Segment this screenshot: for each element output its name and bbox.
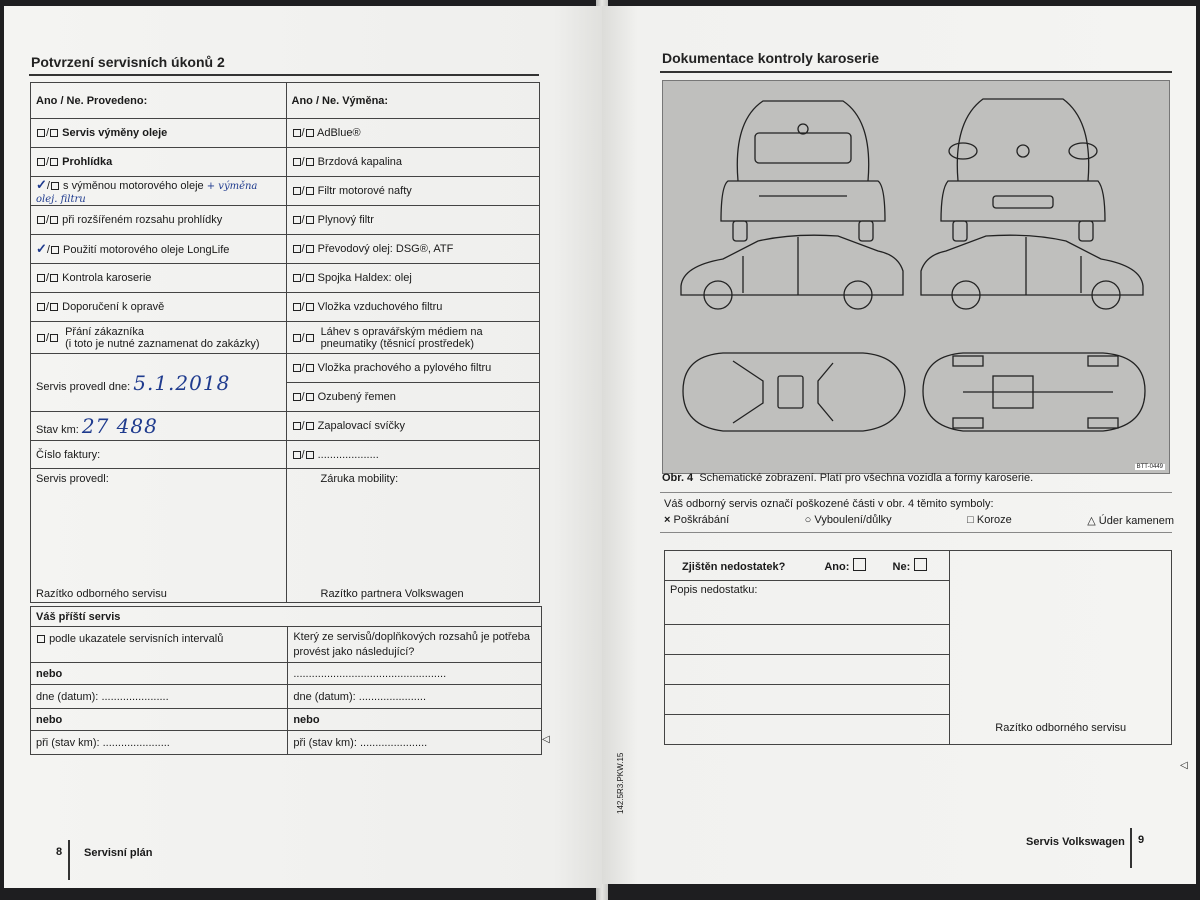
- checkbox-no[interactable]: [50, 216, 58, 224]
- checkbox-yes[interactable]: [293, 245, 301, 253]
- mileage-cell[interactable]: Stav km: 27 488: [31, 412, 287, 441]
- defect-line[interactable]: [665, 655, 950, 685]
- page-turn-icon: ◁: [1180, 760, 1188, 771]
- handwritten-note: + výměna olej. filtru: [36, 181, 258, 205]
- checkbox-yes[interactable]: [37, 334, 45, 342]
- stamp-cell[interactable]: Razítko odborného servisu: [950, 551, 1172, 745]
- checkbox[interactable]: [37, 635, 45, 643]
- car-top-view: [683, 353, 905, 431]
- row-haldex[interactable]: / Spojka Haldex: olej: [286, 264, 540, 293]
- right-page: [602, 6, 1196, 884]
- row-oil-service[interactable]: / Servis výměny oleje: [31, 119, 287, 148]
- checkbox-yes[interactable]: [37, 274, 45, 282]
- row-extended-inspection[interactable]: / při rozšířeném rozsahu prohlídky: [31, 206, 287, 235]
- row-timing-belt[interactable]: / Ozubený řemen: [286, 383, 540, 412]
- title-rule: [660, 71, 1172, 73]
- row-body-check[interactable]: / Kontrola karoserie: [31, 264, 287, 293]
- legend-scratch: × Poškrábání: [664, 514, 730, 526]
- invoice-cell[interactable]: Číslo faktury:: [31, 441, 287, 469]
- row-customer-wish[interactable]: / Přání zákazníka (i toto je nutné zaznamenat do zakázky): [31, 322, 287, 354]
- defect-line[interactable]: [665, 685, 950, 715]
- checkbox-yes[interactable]: [293, 393, 301, 401]
- footer-title: Servisní plán: [84, 847, 153, 859]
- symbols-intro: Váš odborný servis označí poškozené části v obr. 4 těmito symboly:: [664, 498, 994, 510]
- defect-yes-checkbox[interactable]: [853, 558, 866, 571]
- page-number: 9: [1138, 834, 1145, 846]
- footer-divider: [68, 840, 70, 880]
- checkbox-no[interactable]: [50, 334, 58, 342]
- question-dots[interactable]: ..................................................: [288, 663, 542, 685]
- row-adblue[interactable]: / AdBlue®: [286, 119, 540, 148]
- checkbox-no[interactable]: [306, 245, 314, 253]
- checkbox-no[interactable]: [306, 422, 314, 430]
- checkbox-yes[interactable]: [37, 158, 45, 166]
- partner-stamp-label: Razítko partnera Volkswagen: [320, 588, 464, 600]
- dent-icon: ○: [804, 514, 812, 526]
- next-service-table: [30, 606, 542, 755]
- checkbox-no[interactable]: [306, 187, 314, 195]
- checkbox-no[interactable]: [306, 334, 314, 342]
- checkbox-yes[interactable]: [293, 129, 301, 137]
- car-schematic-svg: [663, 81, 1169, 473]
- row-repair-recommendation[interactable]: / Doporučení k opravě: [31, 293, 287, 322]
- next-question-cell: Který ze servisů/doplňkových rozsahů je potřeba provést jako následující?: [288, 627, 542, 663]
- figure-code: BTT-0449: [1136, 464, 1163, 470]
- row-brake-fluid[interactable]: / Brzdová kapalina: [286, 148, 540, 177]
- or-label: nebo: [31, 709, 288, 731]
- checkbox-no[interactable]: [306, 393, 314, 401]
- title-rule: [29, 74, 539, 76]
- page-number: 8: [56, 846, 63, 858]
- car-front-view: [941, 99, 1105, 241]
- row-longlife-oil[interactable]: ✓/ Použití motorového oleje LongLife: [31, 235, 287, 264]
- symbol-legend: [664, 514, 1174, 527]
- checkbox-yes[interactable]: [293, 187, 301, 195]
- page-title: Dokumentace kontroly karoserie: [662, 50, 880, 66]
- checkbox-no[interactable]: [306, 158, 314, 166]
- checkbox-no[interactable]: [50, 274, 58, 282]
- dealer-stamp-label: Razítko odborného servisu: [36, 588, 167, 600]
- row-inspection[interactable]: / Prohlídka: [31, 148, 287, 177]
- checkbox-yes[interactable]: [293, 158, 301, 166]
- checkbox-yes[interactable]: [37, 303, 45, 311]
- checkbox-no[interactable]: [306, 274, 314, 282]
- handwritten-mileage: 27 488: [81, 414, 158, 438]
- checkbox-no[interactable]: [50, 303, 58, 311]
- defect-line[interactable]: [665, 625, 950, 655]
- row-air-filter[interactable]: / Vložka vzduchového filtru: [286, 293, 540, 322]
- car-right-side-view: [921, 235, 1143, 309]
- scratch-icon: ×: [664, 514, 671, 526]
- checkbox-no[interactable]: [306, 451, 314, 459]
- checkbox-yes[interactable]: [37, 129, 45, 137]
- legend-rule: [660, 532, 1172, 533]
- checkbox-yes[interactable]: [293, 422, 301, 430]
- next-service-title: Váš příští servis: [31, 607, 542, 627]
- row-other[interactable]: / ....................: [286, 441, 540, 469]
- header-replace: Ano / Ne. Výměna:: [286, 83, 540, 119]
- corrosion-icon: □: [967, 514, 974, 526]
- legend-stone-chip: △ Úder kamenem: [1087, 515, 1174, 527]
- stone-chip-icon: △: [1087, 515, 1096, 527]
- defect-line[interactable]: [665, 715, 950, 745]
- car-underbody-view: [923, 353, 1145, 431]
- row-gear-oil[interactable]: / Převodový olej: DSG®, ATF: [286, 235, 540, 264]
- defect-question-cell: Zjištěn nedostatek? Ano: Ne:: [665, 551, 950, 581]
- or-label: nebo: [31, 663, 288, 685]
- car-left-side-view: [681, 235, 903, 309]
- row-cabin-filter[interactable]: / Vložka prachového a pylového filtru: [286, 354, 540, 383]
- next-date-cell[interactable]: dne (datum): ......................: [31, 685, 288, 709]
- mobility-cell[interactable]: Záruka mobility: Razítko partnera Volkswagen: [286, 469, 540, 603]
- footer-title: Servis Volkswagen: [1026, 836, 1125, 848]
- checkbox-no[interactable]: [306, 216, 314, 224]
- car-rear-view: [721, 101, 885, 241]
- next-km-cell[interactable]: při (stav km): ......................: [31, 731, 288, 755]
- car-body-diagram[interactable]: [662, 80, 1170, 474]
- defect-no-checkbox[interactable]: [914, 558, 927, 571]
- footer-divider: [1130, 828, 1132, 868]
- checkbox-yes[interactable]: [293, 216, 301, 224]
- header-done: Ano / Ne. Provedeno:: [31, 83, 287, 119]
- side-code: 142.5R3.PKW.15: [616, 752, 625, 814]
- row-gas-filter[interactable]: / Plynový filtr: [286, 206, 540, 235]
- legend-corrosion: □ Koroze: [967, 514, 1012, 526]
- handwritten-check: ✓: [36, 177, 47, 192]
- checkbox-no[interactable]: [51, 246, 59, 254]
- service-table: [30, 82, 540, 603]
- service-by-cell[interactable]: Servis provedl: Razítko odborného servisu: [31, 469, 287, 603]
- checkbox-no[interactable]: [50, 129, 58, 137]
- checkbox-no[interactable]: [306, 303, 314, 311]
- handwritten-check: ✓: [36, 241, 47, 256]
- checkbox-no[interactable]: [50, 158, 58, 166]
- left-page: [4, 6, 602, 888]
- checkbox-yes[interactable]: [293, 334, 301, 342]
- row-diesel-filter[interactable]: / Filtr motorové nafty: [286, 177, 540, 206]
- row-oil-change[interactable]: ✓/ s výměnou motorového oleje + výměna olej. filtru: [31, 177, 287, 206]
- or-label: nebo: [288, 709, 542, 731]
- checkbox-no[interactable]: [306, 129, 314, 137]
- checkbox-yes[interactable]: [293, 364, 301, 372]
- row-tyre-sealant[interactable]: / Láhev s opravářským médiem na pneumatiky (těsnicí prostředek): [286, 322, 540, 354]
- row-spark-plugs[interactable]: / Zapalovací svíčky: [286, 412, 540, 441]
- checkbox-no[interactable]: [306, 364, 314, 372]
- checkbox-yes[interactable]: [293, 303, 301, 311]
- legend-dent: ○ Vyboulení/důlky: [804, 514, 892, 526]
- checkbox-yes[interactable]: [293, 451, 301, 459]
- page-turn-icon: ◁: [542, 734, 550, 745]
- next-date-cell-right[interactable]: dne (datum): ......................: [288, 685, 542, 709]
- defect-description-cell[interactable]: Popis nedostatku:: [665, 581, 950, 625]
- checkbox-yes[interactable]: [37, 216, 45, 224]
- next-indicator-cell[interactable]: podle ukazatele servisních intervalů: [31, 627, 288, 663]
- handwritten-date: 5.1.2018: [133, 370, 231, 395]
- caption-rule: [660, 492, 1172, 493]
- figure-caption: Obr. 4 Schematické zobrazení. Platí pro všechna vozidla a formy karoserie.: [662, 472, 1034, 484]
- service-date-cell[interactable]: Servis provedl dne: 5.1.2018: [31, 354, 287, 412]
- page-title: Potvrzení servisních úkonů 2: [31, 54, 225, 70]
- defect-table: [664, 550, 1172, 745]
- checkbox-yes[interactable]: [293, 274, 301, 282]
- next-km-cell-right[interactable]: při (stav km): ......................: [288, 731, 542, 755]
- checkbox-no[interactable]: [51, 182, 59, 190]
